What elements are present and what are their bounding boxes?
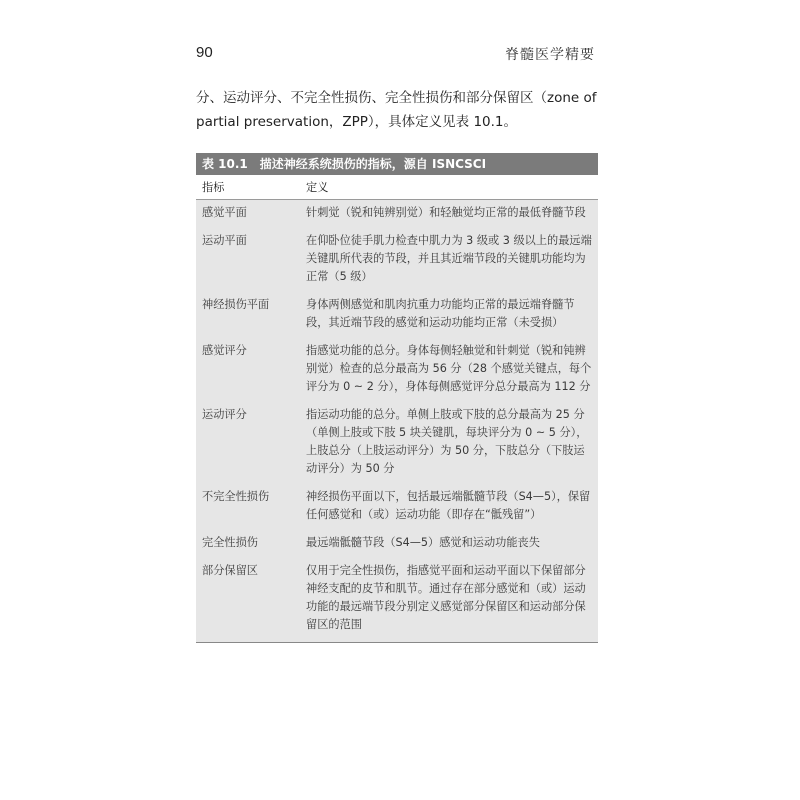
table-row — [196, 228, 598, 292]
column-header-definition: 定义 — [300, 175, 598, 200]
column-header-term: 指标 — [196, 175, 300, 200]
term-cell: 部分保留区 — [196, 558, 300, 643]
table-caption — [196, 153, 598, 175]
intro-text: 分、运动评分、不完全性损伤、完全性损伤和部分保留区（zone of partial preservation，ZPP），具体定义见表 10.1。 — [196, 90, 597, 130]
term-cell: 感觉平面 — [196, 200, 300, 229]
table-body — [196, 175, 598, 643]
table-row — [196, 484, 598, 530]
page-number: 90 — [196, 44, 213, 61]
definition-cell: 仅用于完全性损伤，指感觉平面和运动平面以下保留部分神经支配的皮节和肌节。通过存在部分感觉和（或）运动功能的最远端节段分别定义感觉部分保留区和运动部分保留区的范围 — [300, 558, 598, 643]
table-title: 描述神经系统损伤的指标，源自 ISNCSCI — [259, 157, 487, 171]
term-cell: 运动平面 — [196, 228, 300, 292]
term-cell: 感觉评分 — [196, 338, 300, 402]
table-row — [196, 338, 598, 402]
definition-cell: 指运动功能的总分。单侧上肢或下肢的总分最高为 25 分（单侧上肢或下肢 5 块关键肌，每块评分为 0 ~ 5 分），上肢总分（上肢运动评分）为 50 分，下肢总分（下肢运动评分）为 50 分 — [300, 402, 598, 484]
intro-paragraph — [196, 86, 598, 134]
term-cell: 运动评分 — [196, 402, 300, 484]
term-cell: 不完全性损伤 — [196, 484, 300, 530]
table-label: 表 10.1 — [202, 157, 248, 171]
definition-cell: 神经损伤平面以下，包括最远端骶髓节段（S4—5），保留任何感觉和（或）运动功能（即存在“骶残留”） — [300, 484, 598, 530]
definition-cell: 在仰卧位徒手肌力检查中肌力为 3 级或 3 级以上的最远端关键肌所代表的节段，并且其近端节段的关键肌功能均为正常（5 级） — [300, 228, 598, 292]
definition-table — [196, 153, 598, 643]
definition-cell: 指感觉功能的总分。身体每侧轻触觉和针刺觉（锐和钝辨别觉）检查的总分最高为 56 分（28 个感觉关键点，每个评分为 0 ~ 2 分），身体每侧感觉评分总分最高为 112 分 — [300, 338, 598, 402]
table-row — [196, 558, 598, 643]
table-header-row — [196, 175, 598, 200]
definition-cell: 针刺觉（锐和钝辨别觉）和轻触觉均正常的最低脊髓节段 — [300, 200, 598, 229]
definition-cell: 身体两侧感觉和肌肉抗重力功能均正常的最远端脊髓节段，其近端节段的感觉和运动功能均正常（未受损） — [300, 292, 598, 338]
table-row — [196, 292, 598, 338]
table-row — [196, 402, 598, 484]
term-cell: 神经损伤平面 — [196, 292, 300, 338]
table-row — [196, 530, 598, 558]
term-cell: 完全性损伤 — [196, 530, 300, 558]
table-row — [196, 200, 598, 229]
definition-cell: 最远端骶髓节段（S4—5）感觉和运动功能丧失 — [300, 530, 598, 558]
running-head: 脊髓医学精要 — [505, 47, 595, 63]
